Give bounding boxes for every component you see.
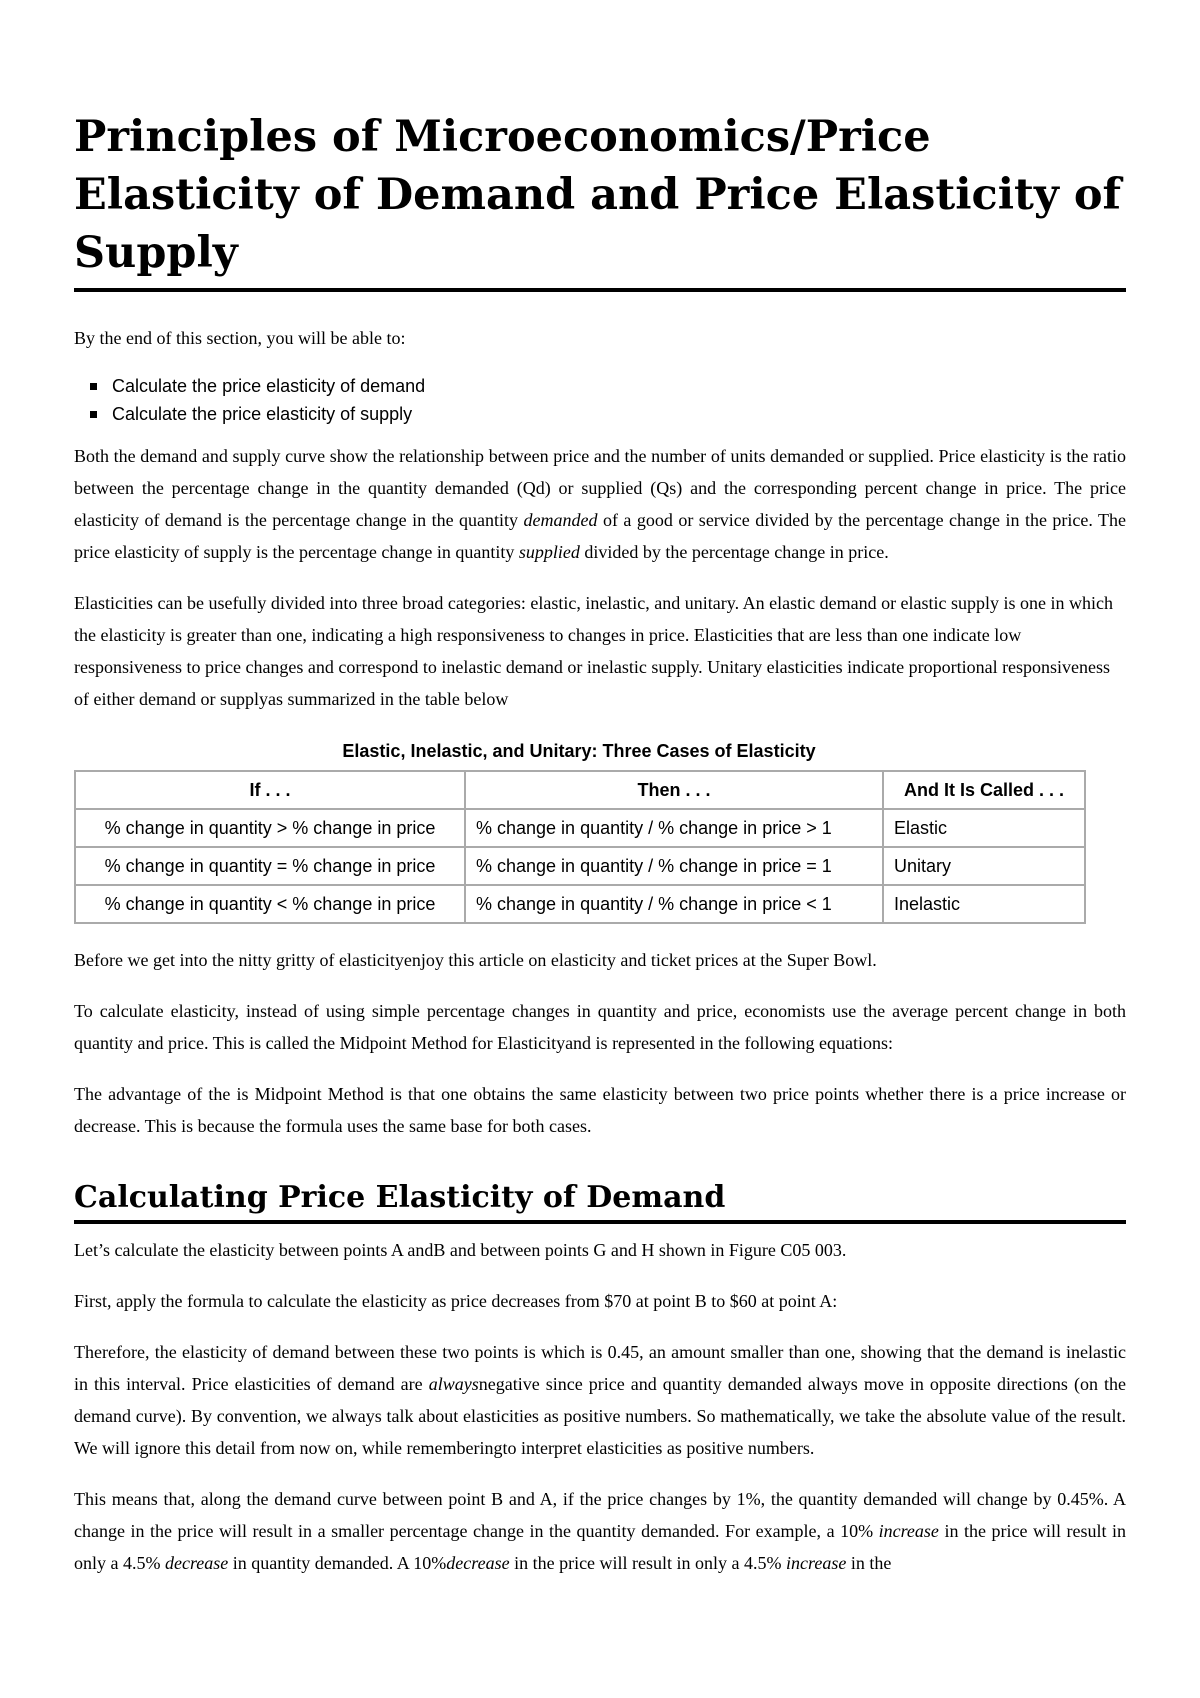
table-header-row: [75, 771, 1085, 809]
paragraph: Both the demand and supply curve show the relationship between price and the number of units demanded or supplied. Price elasticity is the ratio between the percentage change in the quantity demanded (Qd) or supplied (Qs) and the corresponding percent change in price. The price elasticity of demand is the percentage change in the quantity demanded of a good or service divided by the percentage change in the price. The price elasticity of supply is the percentage change in quantity supplied divided by the percentage change in price.: [74, 446, 1126, 562]
column-header: And It Is Called . . .: [883, 771, 1085, 809]
page-title: Principles of Microeconomics/Price Elasticity of Demand and Price Elasticity of Supply: [74, 108, 1126, 292]
list-item: Calculate the price elasticity of supply: [112, 400, 1126, 428]
table-row: [75, 885, 1085, 923]
table-caption: Elastic, Inelastic, and Unitary: Three Cases of Elasticity: [342, 741, 816, 761]
section-heading: Calculating Price Elasticity of Demand: [74, 1178, 1126, 1224]
paragraph: First, apply the formula to calculate the elasticity as price decreases from $70 at point B to $60 at point A:: [74, 1291, 838, 1311]
table-row: [75, 809, 1085, 847]
elasticity-table: [74, 770, 1086, 924]
table-cell: Unitary: [883, 847, 1085, 885]
table-cell: % change in quantity / % change in price > 1: [465, 809, 883, 847]
column-header: If . . .: [75, 771, 465, 809]
table-cell: % change in quantity / % change in price < 1: [465, 885, 883, 923]
paragraph: Let’s calculate the elasticity between points A andB and between points G and H shown in Figure C05 003.: [74, 1240, 847, 1260]
table-row: [75, 847, 1085, 885]
table-cell: Elastic: [883, 809, 1085, 847]
objectives-list: [74, 372, 1126, 428]
paragraph: Therefore, the elasticity of demand between these two points is which is 0.45, an amount smaller than one, showing that the demand is inelastic in this interval. Price elasticities of demand are alwaysnegative since price and quantity demanded always move in opposite directions (on the demand curve). By convention, we always talk about elasticities as positive numbers. So mathematically, we take the absolute value of the result. We will ignore this detail from now on, while rememberingto interpret elasticities as positive numbers.: [74, 1342, 1126, 1458]
paragraph: This means that, along the demand curve between point B and A, if the price changes by 1%, the quantity demanded will change by 0.45%. A change in the price will result in a smaller percentage change in the quantity demanded. For example, a 10% increase in the price will result in only a 4.5% decrease in quantity demanded. A 10%decrease in the price will result in only a 4.5% increase in the: [74, 1489, 1127, 1573]
paragraph: Before we get into the nitty gritty of elasticityenjoy this article on elasticity and ticket prices at the Super Bowl.: [74, 950, 877, 970]
column-header: Then . . .: [465, 771, 883, 809]
table-cell: % change in quantity < % change in price: [75, 885, 465, 923]
table-cell: Inelastic: [883, 885, 1085, 923]
table-cell: % change in quantity = % change in price: [75, 847, 465, 885]
table-cell: % change in quantity > % change in price: [75, 809, 465, 847]
paragraph: Elasticities can be usefully divided into three broad categories: elastic, inelastic, and unitary. An elastic demand or elastic supply is one in which the elasticity is greater than one, indicating a high responsiveness to changes in price. Elasticities that are less than one indicate low responsiveness to price changes and correspond to inelastic demand or inelastic supply. Unitary elasticities indicate proportional responsiveness of either demand or supplyas summarized in the table below: [74, 593, 1114, 709]
list-item: Calculate the price elasticity of demand: [112, 372, 1126, 400]
intro-text: By the end of this section, you will be able to:: [74, 328, 406, 348]
paragraph: The advantage of the is Midpoint Method is that one obtains the same elasticity between two price points whether there is a price increase or decrease. This is because the formula uses the same base for both cases.: [74, 1084, 1126, 1136]
table-cell: % change in quantity / % change in price = 1: [465, 847, 883, 885]
paragraph: To calculate elasticity, instead of using simple percentage changes in quantity and price, economists use the average percent change in both quantity and price. This is called the Midpoint Method for Elasticityand is represented in the following equations:: [74, 1001, 1126, 1053]
